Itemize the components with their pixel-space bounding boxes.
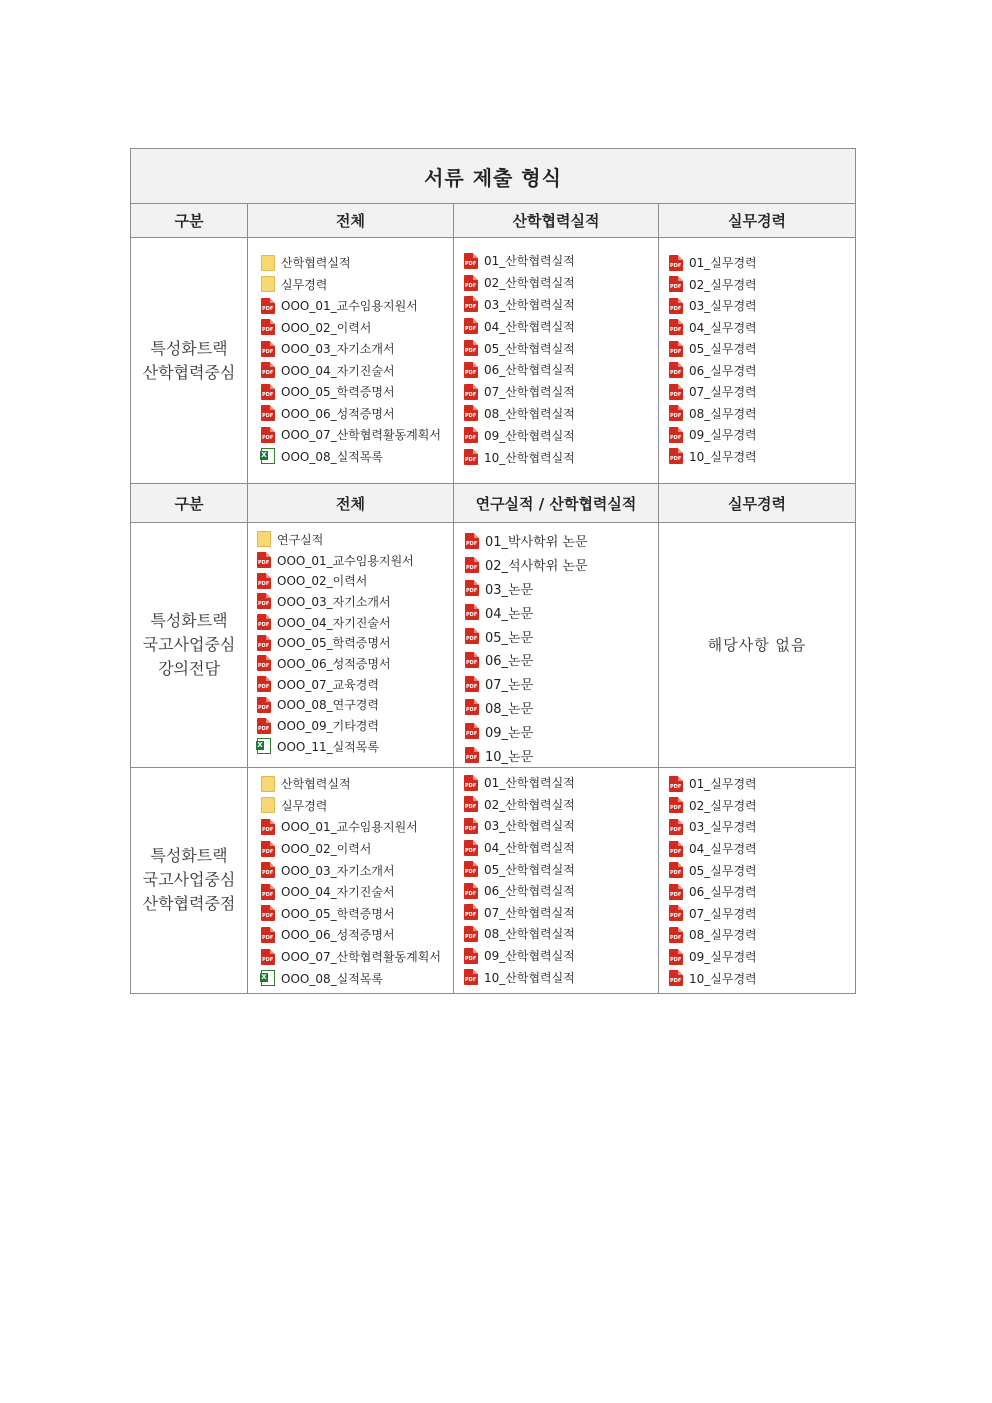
pdf-icon — [261, 884, 275, 900]
pdf-icon — [669, 797, 683, 813]
file-item — [257, 632, 453, 653]
file-item — [669, 403, 855, 425]
file-name: OOO_03_자기소개서 — [281, 342, 395, 357]
file-item — [261, 403, 453, 425]
file-item — [669, 816, 855, 838]
file-name: OOO_06_성적증명서 — [281, 406, 395, 421]
file-item — [464, 381, 658, 403]
file-name: OOO_02_이력서 — [281, 320, 372, 335]
pdf-icon — [464, 362, 478, 378]
pdf-icon — [669, 841, 683, 857]
file-item — [261, 446, 453, 468]
pdf-icon — [669, 255, 683, 271]
file-item — [261, 838, 453, 860]
file-item — [261, 274, 453, 296]
file-item — [261, 816, 453, 838]
pdf-icon — [261, 841, 275, 857]
file-item — [257, 591, 453, 612]
file-item — [464, 923, 658, 945]
file-item — [464, 837, 658, 859]
pdf-icon — [669, 776, 683, 792]
folder-icon — [261, 276, 275, 292]
pdf-icon — [464, 384, 478, 400]
file-name: 02_산학협력실적 — [484, 797, 575, 812]
file-item — [669, 274, 855, 296]
file-name: 산학협력실적 — [281, 777, 351, 792]
file-name: 09_실무경력 — [689, 428, 757, 443]
file-name: 07_산학협력실적 — [484, 385, 575, 400]
file-name: 06_산학협력실적 — [484, 884, 575, 899]
file-name: 03_산학협력실적 — [484, 819, 575, 834]
file-item — [261, 881, 453, 903]
file-item — [669, 924, 855, 946]
file-name: 08_산학협력실적 — [484, 927, 575, 942]
file-item — [257, 653, 453, 674]
file-item — [464, 250, 658, 272]
file-item — [669, 903, 855, 925]
pdf-icon — [464, 427, 478, 443]
row-label-line: 산학협력중점 — [142, 894, 236, 914]
file-name: OOO_01_교수임용지원서 — [281, 299, 418, 314]
file-name: 03_논문 — [485, 582, 534, 598]
file-name: OOO_03_자기소개서 — [277, 594, 391, 609]
file-name: 01_박사학위 논문 — [485, 535, 588, 551]
file-item — [464, 880, 658, 902]
pdf-icon — [669, 319, 683, 335]
row-label-line: 특성화트랙 — [150, 338, 228, 358]
file-name: OOO_04_자기진술서 — [281, 885, 395, 900]
file-name: 08_산학협력실적 — [484, 406, 575, 421]
pdf-icon — [261, 319, 275, 335]
file-item — [669, 859, 855, 881]
file-name: OOO_05_학력증명서 — [277, 636, 391, 651]
pdf-icon — [465, 533, 479, 549]
pdf-icon — [464, 775, 478, 791]
row-label-line: 산학협력중심 — [142, 362, 236, 382]
pdf-icon — [261, 341, 275, 357]
file-name: 03_산학협력실적 — [484, 297, 575, 312]
file-item — [465, 600, 658, 624]
document-submission-table — [130, 148, 856, 994]
pdf-icon — [669, 298, 683, 314]
table-row — [131, 523, 856, 768]
file-item — [669, 946, 855, 968]
file-item — [261, 859, 453, 881]
file-item — [465, 743, 658, 767]
pdf-icon — [261, 298, 275, 314]
excel-icon — [261, 448, 275, 464]
header-col2: 연구실적 / 산학협력실적 — [454, 484, 659, 523]
file-name: 10_산학협력실적 — [484, 450, 575, 465]
file-item — [261, 946, 453, 968]
folder-icon — [257, 531, 271, 547]
file-name: OOO_11_실적목록 — [277, 739, 379, 754]
file-item — [261, 795, 453, 817]
row-label-line: 강의전담 — [158, 658, 220, 678]
file-name: 04_산학협력실적 — [484, 319, 575, 334]
file-name: 02_석사학위 논문 — [485, 559, 588, 575]
file-item — [464, 794, 658, 816]
pdf-icon — [464, 253, 478, 269]
table-row — [131, 238, 856, 484]
file-item — [257, 550, 453, 571]
file-item — [261, 903, 453, 925]
file-name: 04_논문 — [485, 606, 534, 622]
pdf-icon — [464, 926, 478, 942]
file-item — [669, 795, 855, 817]
pdf-icon — [465, 580, 479, 596]
file-name: 07_실무경력 — [689, 385, 757, 400]
pdf-icon — [464, 861, 478, 877]
file-name: 04_실무경력 — [689, 320, 757, 335]
header-row — [131, 204, 856, 238]
file-item — [669, 838, 855, 860]
file-item — [464, 966, 658, 988]
pdf-icon — [465, 628, 479, 644]
file-item — [669, 967, 855, 989]
row-label — [131, 238, 248, 484]
pdf-icon — [669, 949, 683, 965]
pdf-icon — [669, 448, 683, 464]
file-item — [669, 295, 855, 317]
pdf-icon — [257, 573, 271, 589]
table-title: 서류 제출 형식 — [131, 149, 856, 204]
file-item — [669, 338, 855, 360]
pdf-icon — [261, 927, 275, 943]
file-item — [261, 360, 453, 382]
header-all: 전체 — [248, 204, 454, 238]
pdf-icon — [669, 905, 683, 921]
pdf-icon — [261, 427, 275, 443]
file-name: OOO_04_자기진술서 — [281, 363, 395, 378]
file-name: OOO_09_기타경력 — [277, 719, 379, 734]
file-name: 06_실무경력 — [689, 885, 757, 900]
file-name: 04_산학협력실적 — [484, 841, 575, 856]
file-name: 10_산학협력실적 — [484, 970, 575, 985]
pdf-icon — [669, 427, 683, 443]
pdf-icon — [261, 819, 275, 835]
pdf-icon — [669, 884, 683, 900]
file-item — [464, 446, 658, 468]
file-name: OOO_01_교수임용지원서 — [281, 820, 418, 835]
file-item — [261, 424, 453, 446]
file-name: OOO_05_학력증명서 — [281, 906, 395, 921]
file-item — [669, 360, 855, 382]
file-item — [465, 624, 658, 648]
file-name: 10_실무경력 — [689, 971, 757, 986]
file-item — [669, 881, 855, 903]
file-item — [669, 252, 855, 274]
file-name: 03_실무경력 — [689, 299, 757, 314]
pdf-icon — [669, 384, 683, 400]
file-item — [669, 446, 855, 468]
not-applicable-text: 해당사항 없음 — [659, 523, 856, 768]
file-item — [464, 902, 658, 924]
file-item — [261, 295, 453, 317]
file-name: 01_산학협력실적 — [484, 776, 575, 791]
file-item — [464, 272, 658, 294]
pdf-icon — [669, 341, 683, 357]
file-name: 산학협력실적 — [281, 256, 351, 271]
file-item — [257, 612, 453, 633]
file-item — [464, 945, 658, 967]
header-col2: 산학협력실적 — [454, 204, 659, 238]
excel-icon — [257, 738, 271, 754]
pdf-icon — [669, 276, 683, 292]
all-files-list — [248, 529, 453, 757]
file-name: OOO_05_학력증명서 — [281, 385, 395, 400]
file-item — [261, 924, 453, 946]
folder-icon — [261, 776, 275, 792]
pdf-icon — [261, 384, 275, 400]
pdf-icon — [465, 699, 479, 715]
file-item — [464, 294, 658, 316]
file-item — [464, 315, 658, 337]
pdf-icon — [464, 948, 478, 964]
file-name: OOO_08_연구경력 — [277, 698, 379, 713]
file-item — [261, 338, 453, 360]
file-name: OOO_03_자기소개서 — [281, 863, 395, 878]
file-name: OOO_08_실적목록 — [281, 449, 383, 464]
pdf-icon — [257, 635, 271, 651]
file-name: 04_실무경력 — [689, 842, 757, 857]
col3-files-list — [659, 252, 855, 467]
all-files-list — [248, 773, 453, 989]
file-name: 05_산학협력실적 — [484, 341, 575, 356]
file-item — [465, 577, 658, 601]
pdf-icon — [261, 405, 275, 421]
pdf-icon — [464, 904, 478, 920]
file-item — [464, 359, 658, 381]
file-name: 07_산학협력실적 — [484, 905, 575, 920]
file-item — [464, 772, 658, 794]
file-item — [465, 719, 658, 743]
file-item — [257, 695, 453, 716]
col2-files-list — [454, 529, 658, 767]
pdf-icon — [464, 340, 478, 356]
file-item — [261, 773, 453, 795]
file-name: 05_논문 — [485, 630, 534, 646]
table-row — [131, 767, 856, 993]
file-item — [465, 696, 658, 720]
file-name: 06_논문 — [485, 654, 534, 670]
file-item — [464, 858, 658, 880]
pdf-icon — [464, 275, 478, 291]
file-name: 07_실무경력 — [689, 906, 757, 921]
file-name: 02_산학협력실적 — [484, 276, 575, 291]
pdf-icon — [465, 652, 479, 668]
file-name: 02_실무경력 — [689, 277, 757, 292]
excel-icon — [261, 970, 275, 986]
file-name: 03_실무경력 — [689, 820, 757, 835]
pdf-icon — [464, 449, 478, 465]
file-name: 08_실무경력 — [689, 406, 757, 421]
pdf-icon — [257, 614, 271, 630]
file-item — [669, 317, 855, 339]
pdf-icon — [464, 796, 478, 812]
pdf-icon — [261, 905, 275, 921]
file-name: OOO_07_교육경력 — [277, 677, 379, 692]
file-name: 08_실무경력 — [689, 928, 757, 943]
pdf-icon — [465, 604, 479, 620]
file-item — [261, 967, 453, 989]
pdf-icon — [669, 862, 683, 878]
file-item — [464, 815, 658, 837]
pdf-icon — [464, 818, 478, 834]
file-item — [465, 529, 658, 553]
file-item — [257, 529, 453, 550]
file-item — [257, 674, 453, 695]
pdf-icon — [257, 593, 271, 609]
pdf-icon — [464, 883, 478, 899]
pdf-icon — [465, 723, 479, 739]
file-name: 10_실무경력 — [689, 449, 757, 464]
file-name: 10_논문 — [485, 749, 534, 765]
pdf-icon — [464, 969, 478, 985]
header-all: 전체 — [248, 484, 454, 523]
file-name: 05_실무경력 — [689, 342, 757, 357]
file-item — [257, 736, 453, 757]
file-name: 실무경력 — [281, 798, 328, 813]
file-item — [261, 381, 453, 403]
pdf-icon — [464, 296, 478, 312]
row-label-line: 국고사업중심 — [142, 870, 236, 890]
file-name: 09_논문 — [485, 725, 534, 741]
file-item — [669, 381, 855, 403]
file-name: 06_산학협력실적 — [484, 363, 575, 378]
pdf-icon — [465, 676, 479, 692]
row-label-line: 국고사업중심 — [142, 634, 236, 654]
file-name: OOO_06_성적증명서 — [281, 928, 395, 943]
pdf-icon — [669, 819, 683, 835]
file-name: 09_산학협력실적 — [484, 428, 575, 443]
file-name: 연구실적 — [277, 532, 324, 547]
file-item — [257, 570, 453, 591]
row-label-line: 특성화트랙 — [150, 846, 228, 866]
file-name: 06_실무경력 — [689, 363, 757, 378]
file-item — [464, 337, 658, 359]
pdf-icon — [261, 862, 275, 878]
pdf-icon — [669, 362, 683, 378]
pdf-icon — [257, 718, 271, 734]
file-item — [464, 424, 658, 446]
pdf-icon — [464, 318, 478, 334]
folder-icon — [261, 255, 275, 271]
file-name: 05_산학협력실적 — [484, 862, 575, 877]
pdf-icon — [257, 697, 271, 713]
file-name: OOO_02_이력서 — [277, 574, 368, 589]
file-item — [465, 672, 658, 696]
file-name: OOO_01_교수임용지원서 — [277, 553, 414, 568]
header-col3: 실무경력 — [659, 484, 856, 523]
file-name: OOO_07_산학협력활동계획서 — [281, 428, 441, 443]
col2-files-list — [454, 250, 658, 468]
file-name: 08_논문 — [485, 701, 534, 717]
row-label — [131, 523, 248, 768]
file-name: OOO_04_자기진술서 — [277, 615, 391, 630]
file-item — [465, 648, 658, 672]
folder-icon — [261, 797, 275, 813]
header-category: 구분 — [131, 204, 248, 238]
pdf-icon — [464, 840, 478, 856]
file-name: OOO_07_산학협력활동계획서 — [281, 950, 441, 965]
pdf-icon — [261, 362, 275, 378]
pdf-icon — [669, 970, 683, 986]
pdf-icon — [465, 747, 479, 763]
file-item — [257, 715, 453, 736]
row-label-line: 특성화트랙 — [150, 610, 228, 630]
pdf-icon — [257, 552, 271, 568]
header-row — [131, 484, 856, 523]
header-col3: 실무경력 — [659, 204, 856, 238]
col3-files-list — [659, 773, 855, 989]
pdf-icon — [257, 676, 271, 692]
header-category: 구분 — [131, 484, 248, 523]
pdf-icon — [464, 405, 478, 421]
file-name: OOO_06_성적증명서 — [277, 656, 391, 671]
all-files-list — [248, 252, 453, 467]
file-name: 01_실무경력 — [689, 777, 757, 792]
file-name: OOO_02_이력서 — [281, 842, 372, 857]
file-item — [669, 773, 855, 795]
col2-files-list — [454, 772, 658, 988]
file-item — [261, 252, 453, 274]
file-item — [261, 317, 453, 339]
file-name: OOO_08_실적목록 — [281, 971, 383, 986]
file-name: 09_실무경력 — [689, 950, 757, 965]
pdf-icon — [257, 655, 271, 671]
file-name: 02_실무경력 — [689, 798, 757, 813]
file-item — [669, 424, 855, 446]
file-name: 01_산학협력실적 — [484, 254, 575, 269]
pdf-icon — [261, 949, 275, 965]
file-item — [465, 553, 658, 577]
pdf-icon — [669, 927, 683, 943]
pdf-icon — [465, 557, 479, 573]
file-name: 09_산학협력실적 — [484, 949, 575, 964]
file-name: 05_실무경력 — [689, 863, 757, 878]
row-label — [131, 767, 248, 993]
file-name: 01_실무경력 — [689, 256, 757, 271]
file-name: 07_논문 — [485, 678, 534, 694]
file-item — [464, 403, 658, 425]
file-name: 실무경력 — [281, 277, 328, 292]
pdf-icon — [669, 405, 683, 421]
